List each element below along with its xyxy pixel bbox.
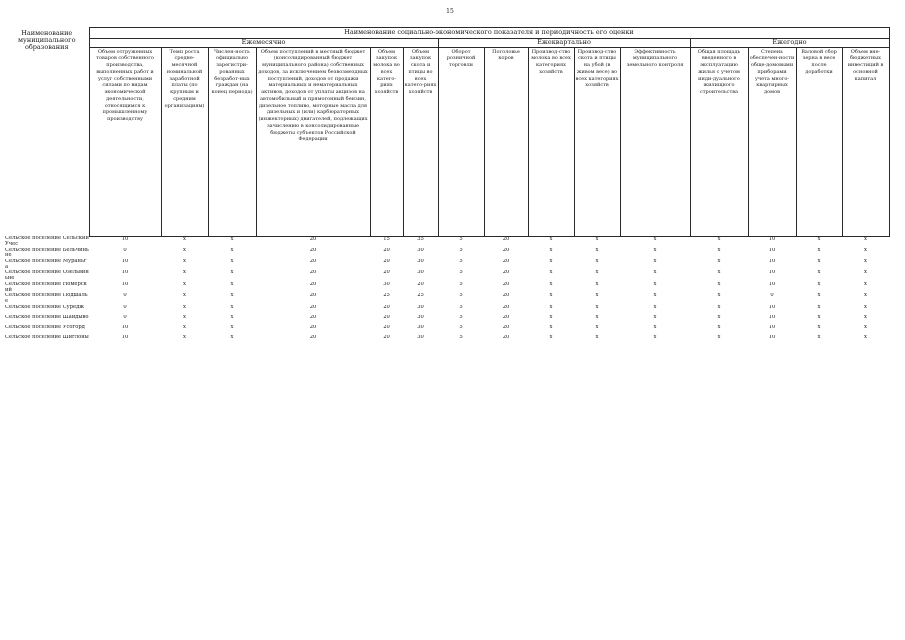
table-cell: 20 xyxy=(502,324,510,330)
table-cell: x xyxy=(817,334,821,340)
table-cell: 5 xyxy=(459,236,463,242)
table-cell: x xyxy=(864,334,867,340)
table-cell: x xyxy=(549,314,553,320)
table-cell: 20 xyxy=(309,324,317,330)
table-cell: 10 xyxy=(121,236,129,242)
municipality-name: Сельское поселение Подшалье xyxy=(5,293,88,304)
column-header: Объем закупок скота и птицы во всех катего-риях хозяйств xyxy=(403,47,438,236)
table-cell: 10 xyxy=(768,258,776,264)
table-cell: 0 xyxy=(123,304,127,310)
table-cell: 25 xyxy=(383,293,390,299)
table-cell: 20 xyxy=(309,293,317,299)
table-cell: 10 xyxy=(121,334,129,340)
table-cell: x xyxy=(183,281,186,287)
table-cell: 30 xyxy=(417,324,424,330)
table-cell: 20 xyxy=(383,324,390,330)
table-cell: 30 xyxy=(417,314,424,320)
table-cell: x xyxy=(183,236,186,242)
table-cell: 5 xyxy=(459,247,463,253)
column-header: Темп роста средне-месячной номинальной заработной платы (по крупным и средним организациям) xyxy=(161,47,208,236)
table-cell: 20 xyxy=(502,247,510,253)
table-row xyxy=(5,259,889,270)
column-header: Поголовье коров xyxy=(484,47,528,236)
table-cell: 20 xyxy=(383,314,390,320)
table-cell: 5 xyxy=(459,314,463,320)
table-cell: 10 xyxy=(768,314,776,320)
table-cell: x xyxy=(595,258,599,264)
table-cell: x xyxy=(549,304,553,310)
table-cell: 20 xyxy=(383,304,390,310)
table-cell: 20 xyxy=(309,334,317,340)
table-cell: x xyxy=(717,258,721,264)
table-cell: x xyxy=(717,270,721,276)
table-cell: 30 xyxy=(417,258,424,264)
table-cell: x xyxy=(230,293,234,299)
table-cell: x xyxy=(183,247,186,253)
table-cell: x xyxy=(595,270,599,276)
table-cell: x xyxy=(717,334,721,340)
table-cell: x xyxy=(183,270,186,276)
column-header: Производ-ство скота и птицы на убой (в живом весе) во всех категориях хозяйств xyxy=(574,47,620,236)
table-cell: 10 xyxy=(121,281,129,287)
indicator-group-title: Наименование социально-экономического показателя и периодичность его оценки xyxy=(89,28,889,39)
municipality-name: Сельское поселение Сельский Учес xyxy=(5,236,89,247)
table-cell: x xyxy=(653,258,657,264)
table-cell: x xyxy=(653,281,657,287)
column-header: Производ-ство молока во всех категориях хозяйств xyxy=(528,47,574,236)
table-cell: 30 xyxy=(417,334,424,340)
table-cell: 5 xyxy=(459,324,463,330)
table-cell: x xyxy=(864,314,867,320)
table-cell: x xyxy=(653,293,657,299)
table-cell: x xyxy=(183,304,186,310)
table-cell: x xyxy=(817,258,821,264)
table-row xyxy=(5,293,889,304)
column-header: Объем закупок молока во всех катего-риях хозяйств xyxy=(370,47,403,236)
table-row xyxy=(5,315,889,325)
table-cell: x xyxy=(595,304,599,310)
table-cell: 20 xyxy=(309,270,317,276)
municipality-name: Сельское поселение Шайдыво xyxy=(5,314,89,320)
monthly-group-header: Ежемесячно xyxy=(89,38,438,47)
table-cell: 5 xyxy=(459,293,463,299)
table-cell: x xyxy=(549,270,553,276)
municipality-name: Сельское поселение Озельвиньне xyxy=(5,270,89,282)
table-cell: x xyxy=(653,324,657,330)
column-header: Объем вне-бюджетных инвестиций в основной капитал xyxy=(842,47,889,236)
table-cell: x xyxy=(717,324,721,330)
table-row xyxy=(5,305,889,315)
table-cell: 20 xyxy=(502,304,510,310)
table-cell: 30 xyxy=(417,304,424,310)
table-cell: x xyxy=(864,270,867,276)
table-cell: x xyxy=(183,334,186,340)
table-cell: x xyxy=(595,247,599,253)
table-cell: 10 xyxy=(121,270,129,276)
table-cell: x xyxy=(595,236,599,242)
table-cell: 10 xyxy=(768,324,776,330)
column-header: Объем отгруженных товаров собственного производства, выполненных работ и услуг собственными силами по видам экономической деятельности, относящимся к промышленному производству xyxy=(89,47,161,236)
table-cell: x xyxy=(717,314,721,320)
table-row xyxy=(5,270,889,281)
table-cell: 20 xyxy=(309,304,317,310)
table-cell: x xyxy=(817,247,821,253)
table-cell: 10 xyxy=(768,281,776,287)
table-cell: x xyxy=(864,258,867,264)
table-cell: 10 xyxy=(768,270,776,276)
table-cell: 0 xyxy=(123,247,127,253)
municipality-name: Сельское поселение Суредж xyxy=(5,304,85,310)
table-cell: x xyxy=(717,293,721,299)
table-cell: x xyxy=(595,293,599,299)
table-cell: x xyxy=(653,334,657,340)
table-cell: x xyxy=(230,236,234,242)
table-cell: x xyxy=(230,270,234,276)
table-cell: x xyxy=(595,334,599,340)
table-cell: 20 xyxy=(309,314,317,320)
table-cell: 25 xyxy=(417,293,424,299)
table-cell: x xyxy=(230,304,234,310)
table-cell: x xyxy=(864,304,867,310)
table-cell: x xyxy=(653,270,657,276)
table-cell: x xyxy=(230,334,234,340)
page-number: 15 xyxy=(446,8,454,15)
table-cell: x xyxy=(817,324,821,330)
table-cell: 10 xyxy=(768,236,776,242)
table-cell: 20 xyxy=(383,334,390,340)
table-cell: x xyxy=(595,314,599,320)
column-header: Объем поступлений в местный бюджет (консолидированный бюджет муниципального района) собственных доходов, за исключением безвозмездных поступлений, доходов от продажи материальных и нематериальных активов, доходов от уплаты акцизов на автомобильный и прямогонный бензин, дизельное топливо, моторные масла для дизельных и (или) карбюраторных (инжекторных) двигателей, подлежащих зачислению в консолидированные бюджеты субъектов Российской Федерации xyxy=(256,47,370,236)
table-cell: 20 xyxy=(502,270,510,276)
table-cell: 20 xyxy=(502,236,510,242)
table-cell: 20 xyxy=(383,247,390,253)
table-cell: x xyxy=(230,247,234,253)
table-cell: x xyxy=(230,281,234,287)
table-cell: x xyxy=(595,324,599,330)
municipality-name: Сельское поселение Усогорд xyxy=(5,324,85,330)
table-cell: 10 xyxy=(768,304,776,310)
table-cell: 5 xyxy=(459,258,463,264)
table-cell: 10 xyxy=(768,334,776,340)
table-cell: 5 xyxy=(459,270,463,276)
table-cell: 20 xyxy=(309,281,317,287)
table-cell: x xyxy=(864,236,867,242)
table-row xyxy=(5,248,889,259)
table-cell: 10 xyxy=(121,324,129,330)
table-cell: 5 xyxy=(459,304,463,310)
table-cell: 0 xyxy=(123,293,127,299)
column-header: Валовой сбор зерна в весе после доработки xyxy=(796,47,842,236)
table-cell: x xyxy=(817,270,821,276)
table-cell: 15 xyxy=(383,236,390,242)
table-cell: 20 xyxy=(502,293,510,299)
municipality-name: Сельское поселение Бельчиньне xyxy=(5,247,89,259)
table-cell: x xyxy=(549,293,553,299)
table-cell: x xyxy=(817,314,821,320)
table-cell: 30 xyxy=(417,247,424,253)
table-row xyxy=(5,236,889,247)
table-row xyxy=(5,335,889,345)
table-cell: x xyxy=(549,247,553,253)
table-cell: x xyxy=(230,314,234,320)
table-cell: x xyxy=(653,314,657,320)
municipality-name: Сельское поселение Мураньга xyxy=(5,258,87,270)
table-cell: 20 xyxy=(309,236,317,242)
yearly-group-header: Ежегодно xyxy=(690,38,889,47)
table-cell: 20 xyxy=(502,314,510,320)
table-cell: 20 xyxy=(502,334,510,340)
table-cell: x xyxy=(653,304,657,310)
table-cell: x xyxy=(549,334,553,340)
table-cell: 0 xyxy=(770,293,774,299)
table-cell: x xyxy=(230,324,234,330)
table-cell: x xyxy=(230,258,234,264)
table-cell: x xyxy=(183,324,186,330)
table-cell: 10 xyxy=(121,258,129,264)
table-cell: x xyxy=(653,236,657,242)
table-cell: x xyxy=(183,258,186,264)
table-cell: 20 xyxy=(309,247,317,253)
table-cell: 5 xyxy=(459,281,463,287)
table-cell: x xyxy=(817,304,821,310)
table-cell: x xyxy=(595,281,599,287)
table-cell: x xyxy=(864,293,867,299)
table-cell: x xyxy=(549,258,553,264)
table-cell: 20 xyxy=(383,270,390,276)
table-cell: x xyxy=(864,281,867,287)
column-header: Числен-ность официально зарегистри-рованных безработ-ных граждан (на конец периода) xyxy=(208,47,256,236)
municipality-column-header: Наименование муниципального образования xyxy=(18,28,76,51)
table-cell: x xyxy=(717,247,721,253)
table-cell: x xyxy=(549,324,553,330)
table-cell: x xyxy=(864,247,867,253)
table-cell: 10 xyxy=(768,247,776,253)
table-cell: x xyxy=(717,236,721,242)
table-cell: 30 xyxy=(417,270,424,276)
table-cell: x xyxy=(653,247,657,253)
table-cell: x xyxy=(817,293,821,299)
table-cell: x xyxy=(817,236,821,242)
table-cell: x xyxy=(183,314,186,320)
table-cell: x xyxy=(549,236,553,242)
quarterly-group-header: Ежеквартально xyxy=(438,38,690,47)
table-cell: 30 xyxy=(383,281,390,287)
column-header: Оборот розничной торговли xyxy=(438,47,484,236)
column-header: Степень обеспечен-ности обще-домовыми приборами учета много-квартирных домов xyxy=(748,47,796,236)
indicator-table xyxy=(5,27,890,345)
table-cell: 0 xyxy=(123,314,127,320)
municipality-name: Сельское поселение Шиглоны xyxy=(5,334,89,340)
table-cell: x xyxy=(549,281,553,287)
table-cell: 20 xyxy=(417,281,424,287)
table-cell: 20 xyxy=(502,281,510,287)
column-header: Эффективность муниципального земельного контроля xyxy=(620,47,690,236)
table-cell: x xyxy=(717,304,721,310)
table-cell: 20 xyxy=(502,258,510,264)
table-cell: 20 xyxy=(383,258,390,264)
table-row xyxy=(5,282,889,293)
table-row xyxy=(5,325,889,335)
table-cell: x xyxy=(817,281,821,287)
table-cell: 5 xyxy=(459,334,463,340)
municipality-name: Сельское поселение Номерский xyxy=(5,281,87,293)
table-cell: 20 xyxy=(309,258,317,264)
table-cell: x xyxy=(183,293,186,299)
table-cell: 35 xyxy=(417,236,424,242)
table-cell: x xyxy=(717,281,721,287)
table-cell: x xyxy=(864,324,867,330)
column-header: Общая площадь введенного в эксплуатацию жилья с учетом инди-дуального жилищного строительства xyxy=(690,47,748,236)
